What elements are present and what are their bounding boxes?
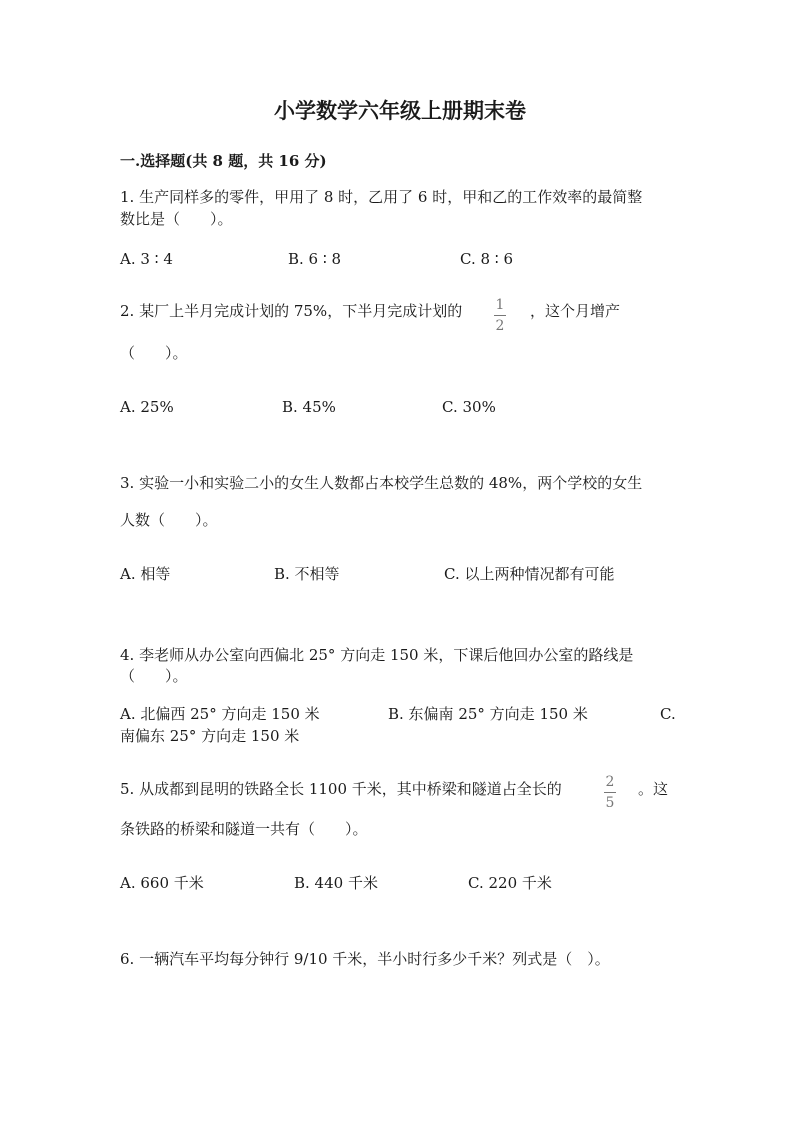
question-1-option-b: B. 6 ∶ 8	[288, 250, 342, 268]
fraction-numerator: 2	[605, 774, 615, 790]
fraction-numerator: 1	[495, 297, 505, 313]
question-5-line-1-end: 。这	[638, 780, 669, 798]
question-1-line-1: 1. 生产同样多的零件，甲用了 8 时，乙用了 6 时，甲和乙的工作效率的最简整	[120, 188, 643, 206]
question-2-line-1-end: ，这个月增产	[530, 302, 621, 320]
question-2-option-a: A. 25%	[120, 398, 174, 416]
question-4-line-1: 4. 李老师从办公室向西偏北 25° 方向走 150 米，下课后他回办公室的路线是	[120, 646, 634, 664]
question-5-line-2: 条铁路的桥梁和隧道一共有（ ）。	[120, 820, 368, 838]
question-4-option-b: B. 东偏南 25° 方向走 150 米	[388, 705, 588, 723]
question-2-option-c: C. 30%	[442, 398, 496, 416]
question-4-option-c: C.	[660, 705, 676, 723]
question-5-option-a: A. 660 千米	[120, 874, 204, 892]
question-5-fraction	[604, 774, 616, 811]
question-4-option-c-cont: 南偏东 25° 方向走 150 米	[120, 727, 300, 745]
fraction-bar	[494, 315, 506, 316]
question-1-line-2: 数比是（ ）。	[120, 210, 233, 228]
fraction-denominator: 2	[495, 318, 505, 334]
question-5-option-b: B. 440 千米	[294, 874, 378, 892]
fraction-bar	[604, 792, 616, 793]
question-4-line-2: （ ）。	[120, 667, 188, 685]
question-3-option-b: B. 不相等	[274, 565, 340, 583]
question-3-option-c: C. 以上两种情况都有可能	[444, 565, 615, 583]
section-heading-choice: 一.选择题(共 8 题，共 16 分)	[120, 152, 327, 170]
question-1-option-c: C. 8 ∶ 6	[460, 250, 514, 268]
question-3-line-2: 人数（ ）。	[120, 511, 218, 529]
question-5-line-1: 5. 从成都到昆明的铁路全长 1100 千米，其中桥梁和隧道占全长的	[120, 780, 562, 798]
question-2-line-2: （ ）。	[120, 344, 188, 362]
question-1-option-a: A. 3 ∶ 4	[120, 250, 173, 268]
question-2-option-b: B. 45%	[282, 398, 336, 416]
question-2-line-1: 2. 某厂上半月完成计划的 75%，下半月完成计划的	[120, 302, 463, 320]
fraction-denominator: 5	[605, 795, 615, 811]
page-title: 小学数学六年级上册期末卷	[274, 98, 526, 123]
question-3-line-1: 3. 实验一小和实验二小的女生人数都占本校学生总数的 48%，两个学校的女生	[120, 474, 643, 492]
question-2-fraction	[494, 297, 506, 334]
question-4-option-a: A. 北偏西 25° 方向走 150 米	[120, 705, 320, 723]
question-6-line-1: 6. 一辆汽车平均每分钟行 9/10 千米，半小时行多少千米？列式是（ ）。	[120, 950, 610, 968]
question-3-option-a: A. 相等	[120, 565, 171, 583]
question-5-option-c: C. 220 千米	[468, 874, 552, 892]
